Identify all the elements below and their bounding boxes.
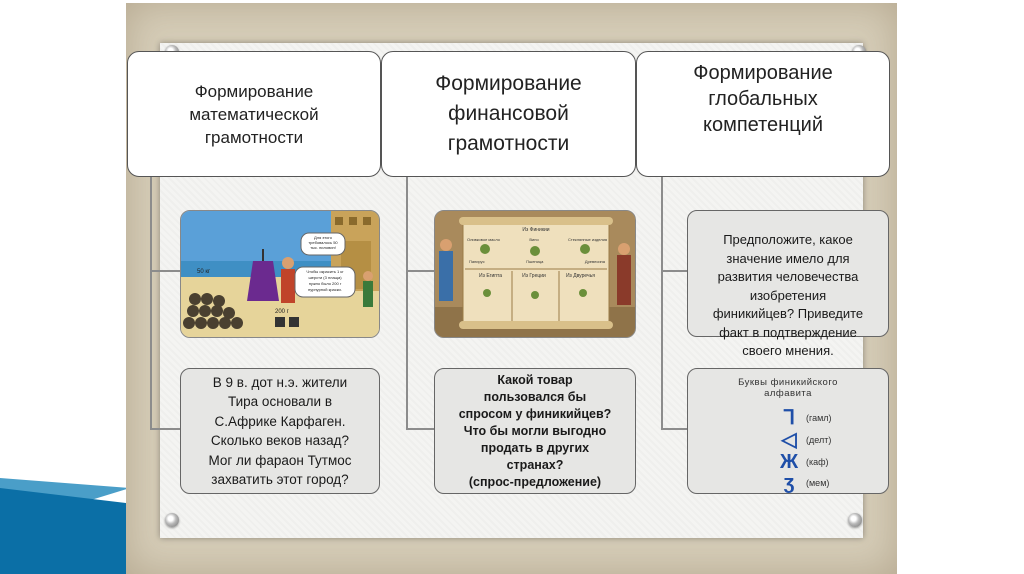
letter-name: (мем): [806, 478, 830, 488]
connector-line: [150, 428, 180, 430]
header-financial-literacy: [381, 51, 636, 177]
phoenician-mem-glyph: ʒ: [783, 472, 795, 494]
scroll-origin: Из Египта: [479, 273, 502, 279]
letter-name: (делт): [806, 435, 832, 445]
phoenician-kaf-glyph: Ж: [779, 451, 799, 473]
trade-scroll-image: [434, 210, 636, 338]
scroll-heading: Из Финикии: [522, 227, 550, 233]
alphabet-letter: [776, 451, 829, 473]
math-problem-text: В 9 в. дот н.э. жители Тира основали в С.Африке Карфаген. Сколько веков назад? Мог ли фараон Тутмос захватить этот город?: [208, 374, 352, 487]
weight-label: 50 кг: [197, 269, 211, 275]
letter-name: (каф): [806, 457, 829, 467]
letter-name: (гамл): [806, 413, 832, 423]
scroll-origin: Из Двуречья: [565, 273, 595, 279]
connector-line: [150, 177, 152, 429]
weight-label: 200 г: [275, 309, 289, 315]
connector-line: [150, 270, 180, 272]
connector-line: [406, 270, 434, 272]
phoenician-gimel-glyph: ᒣ: [782, 407, 796, 429]
alphabet-title: Буквы финикийского алфавита: [738, 377, 838, 399]
scroll-good: Древесина: [584, 259, 605, 264]
speech-bubble-text: Чтобы окрасить 1 кг шерсти (3 плаща) нужно было 200 г пурпурной краски.: [306, 269, 344, 292]
connector-line: [406, 428, 434, 430]
speech-bubble-text: Для этого требовалось 50 тыс. пиловин!: [308, 235, 338, 250]
header-label: Формирование финансовой грамотности: [435, 72, 582, 155]
header-math-literacy: [127, 51, 381, 177]
finance-problem-text: Какой товар пользовался бы спросом у финикийцев? Что бы могли выгодно продать в других странах? (спрос-предложение): [458, 372, 612, 489]
connector-line: [406, 177, 408, 429]
scroll-goods-row: [467, 237, 607, 242]
finance-problem-box: [434, 368, 636, 494]
phoenician-alphabet-box: [687, 368, 889, 494]
pin-icon: [165, 513, 179, 527]
scroll-good: Папирус: [469, 259, 485, 264]
alphabet-letter: [776, 429, 831, 451]
scroll-good: Вино: [529, 237, 539, 242]
header-label: Формирование глобальных компетенций: [693, 62, 833, 136]
connector-line: [661, 177, 663, 429]
scroll-good: Пшеница: [526, 259, 544, 264]
pin-icon: [848, 513, 862, 527]
scroll-origin-row: [469, 273, 605, 279]
math-problem-box: [180, 368, 380, 494]
connector-line: [661, 428, 687, 430]
alphabet-letter: [776, 407, 832, 429]
connector-line: [661, 270, 687, 272]
scroll-good: Оливковое масло: [467, 237, 500, 242]
question-text: Предположите, какое значение имело для развития человечества изобретения финикийцев? Приведите факт в подтверждение своего мнения.: [712, 232, 864, 358]
scroll-good: Стеклянные изделия: [568, 237, 607, 242]
scroll-goods-row: [469, 259, 605, 264]
header-label: Формирование математической грамотности: [189, 81, 319, 147]
header-global-competence: [636, 51, 890, 177]
carthage-scene-image: [180, 210, 380, 338]
alphabet-letter: [776, 472, 829, 494]
scroll-origin: Из Греции: [522, 273, 546, 279]
phoenician-dalet-glyph: ◁: [781, 429, 797, 451]
global-competence-question: [687, 210, 889, 358]
